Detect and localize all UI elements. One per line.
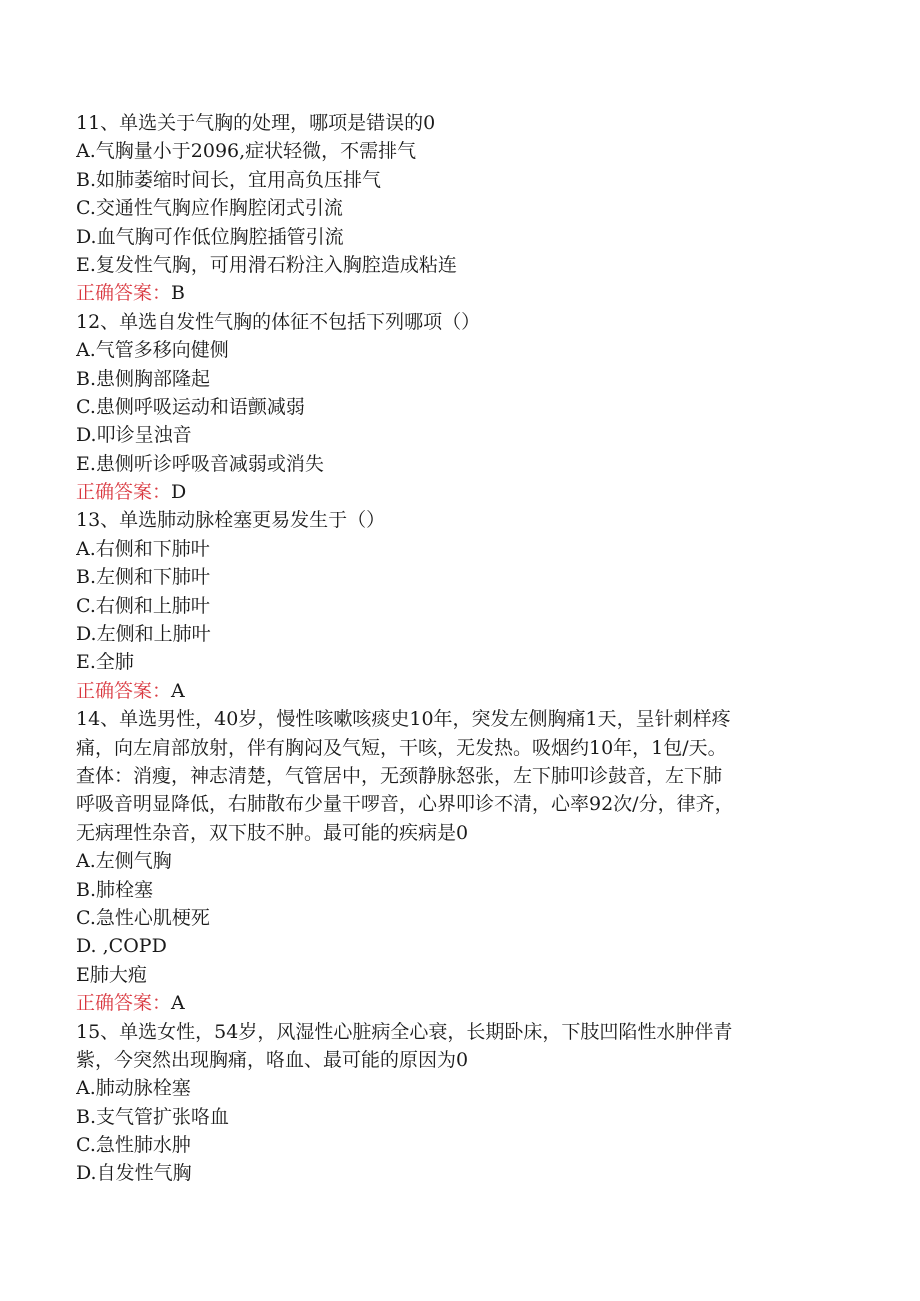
question-stem: 13、单选肺动脉栓塞更易发生于（） [76, 509, 386, 532]
answer-value: B [171, 282, 185, 305]
answer-row [76, 478, 836, 506]
answer-value: A [171, 992, 185, 1015]
question-stem-line: 呼吸音明显降低，右肺散布少量干啰音，心界叩诊不清，心率92次/分，律齐， [76, 793, 734, 816]
option: E.全肺 [76, 651, 134, 674]
question-stem-line: 痛，向左肩部放射，伴有胸闷及气短，干咳，无发热。吸烟约10年，1包/天。 [76, 736, 727, 759]
question-stem-line: 查体：消瘦，神志清楚，气管居中，无颈静脉怒张，左下肺叩诊鼓音，左下肺 [76, 764, 723, 787]
option: A.左侧气胸 [76, 850, 172, 873]
question-stem-line: 15、单选女性，54岁，风湿性心脏病全心衰，长期卧床，下肢凹陷性水肿伴青 [76, 1020, 733, 1043]
option: A.右侧和下肺叶 [76, 537, 210, 560]
question-list [76, 109, 836, 1188]
question-stem-line: 无病理性杂音，双下肢不肿。最可能的疾病是0 [76, 821, 469, 844]
option: B.支气管扩张咯血 [76, 1105, 230, 1128]
answer-row [76, 677, 836, 705]
option: C.急性肺水肿 [76, 1134, 191, 1157]
answer-label: 正确答案： [76, 282, 172, 305]
option: B.患侧胸部隆起 [76, 367, 211, 390]
question-stem-line: 紫，今突然出现胸痛，咯血、最可能的原因为0 [76, 1048, 469, 1071]
answer-value: A [171, 679, 185, 702]
option: E.患侧听诊呼吸音减弱或消失 [76, 452, 324, 475]
answer-value: D [171, 481, 187, 504]
option: C.交通性气胸应作胸腔闭式引流 [76, 197, 343, 220]
option: B.左侧和下肺叶 [76, 566, 211, 589]
answer-row [76, 279, 836, 307]
answer-row [76, 989, 836, 1017]
option: D. ,COPD [76, 935, 167, 958]
option: A.气管多移向健侧 [76, 339, 229, 362]
question-stem-line: 14、单选男性，40岁，慢性咳嗽咳痰史10年，突发左侧胸痛1天，呈针刺样疼 [76, 708, 731, 731]
option: E肺大疱 [76, 963, 147, 986]
answer-label: 正确答案： [76, 992, 172, 1015]
option: E.复发性气胸，可用滑石粉注入胸腔造成粘连 [76, 253, 457, 276]
option: B.如肺萎缩时间长，宜用高负压排气 [76, 168, 382, 191]
answer-label: 正确答案： [76, 481, 172, 504]
option: D.血气胸可作低位胸腔插管引流 [76, 225, 344, 248]
option: C.急性心肌梗死 [76, 906, 210, 929]
option: C.右侧和上肺叶 [76, 594, 210, 617]
question-stem: 12、单选自发性气胸的体征不包括下列哪项（） [76, 310, 481, 333]
answer-label: 正确答案： [76, 679, 172, 702]
option: B.肺栓塞 [76, 878, 154, 901]
option: D.左侧和上肺叶 [76, 623, 211, 646]
question-stem: 11、单选关于气胸的处理，哪项是错误的0 [76, 112, 436, 134]
option: A.气胸量小于2096,症状轻微，不需排气 [76, 140, 417, 163]
option: C.患侧呼吸运动和语颤减弱 [76, 395, 305, 418]
option: A.肺动脉栓塞 [76, 1077, 191, 1100]
option: D.叩诊呈浊音 [76, 424, 192, 447]
option: D.自发性气胸 [76, 1162, 192, 1185]
